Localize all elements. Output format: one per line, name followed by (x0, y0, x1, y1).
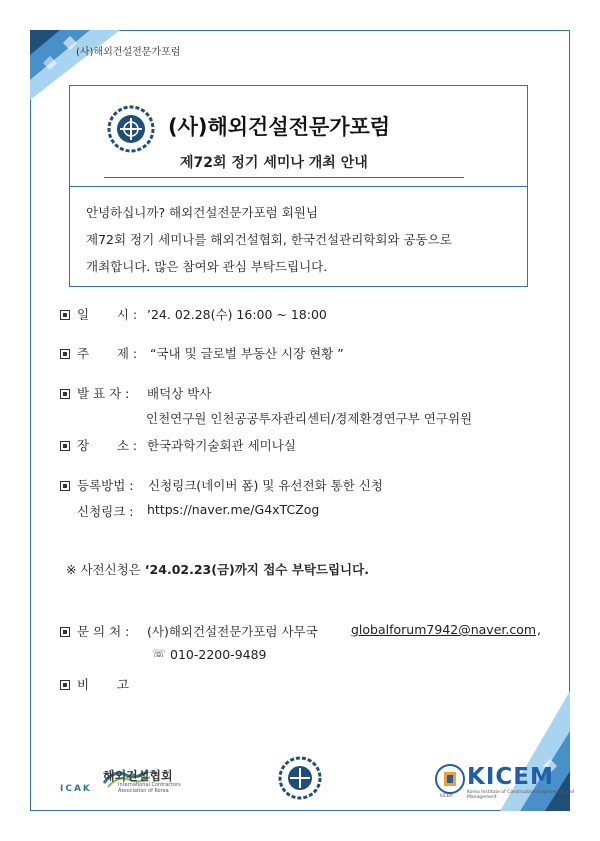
topic-label: 주 제 : (77, 346, 138, 361)
notice-prefix: ※ 사전신청은 (66, 562, 145, 577)
bullet-square-icon (60, 481, 70, 491)
intro-line: 개최합니다. 많은 참여와 관심 부탁드립니다. (86, 259, 328, 274)
date-value: ’24. 02.28(수) 16:00 ~ 18:00 (147, 307, 327, 322)
registration-label: 등록방법 : (77, 478, 134, 493)
contact-email-link[interactable]: globalforum7942@naver.com (351, 622, 537, 637)
bullet-square-icon (60, 441, 70, 451)
bullet-square-icon (60, 680, 70, 690)
registration-link[interactable]: https://naver.me/G4xTCZog (147, 502, 320, 517)
title-divider (104, 177, 464, 178)
contact-label: 문 의 처 : (77, 624, 130, 639)
icak-abbr: ICAK (60, 784, 92, 794)
remarks-label: 비 고 (77, 677, 129, 692)
forum-logo-footer (275, 756, 325, 801)
registration-value: 신청링크(네이버 폼) 및 유선전화 통한 신청 (148, 478, 383, 493)
bullet-square-icon (60, 627, 70, 637)
intro-line: 제72회 정기 세미나를 해외건설협회, 한국건설관리학회와 공동으로 (86, 232, 452, 247)
speaker-affiliation: 인천연구원 인천공공투자관리센터/경제환경연구부 연구위원 (146, 411, 473, 426)
kicem-small-label: KICEM (440, 793, 453, 798)
notice-suffix: 까지 접수 부탁드립니다. (234, 562, 369, 577)
forum-logo (106, 104, 156, 154)
kicem-subtitle: Korea Institute of Construction Engineering and Management (467, 790, 575, 800)
kicem-name: KICEM (467, 764, 554, 790)
deadline-notice (66, 560, 369, 578)
venue-label: 장 소 : (77, 438, 138, 453)
speaker-label: 발 표 자 : (77, 386, 130, 401)
icak-subtitle: International Contractors Association of Korea (118, 782, 181, 794)
contact-email-comma: , (537, 622, 541, 637)
notice-date: ‘24.02.23(금) (144, 562, 235, 577)
bullet-square-icon (60, 310, 70, 320)
bullet-square-icon (60, 389, 70, 399)
page-title: (사)해외건설전문가포럼 (168, 115, 391, 139)
bullet-square-icon (60, 349, 70, 359)
kicem-logo-icon (434, 763, 466, 795)
page-subtitle: 제72회 정기 세미나 개최 안내 (180, 155, 368, 171)
header-org-name: (사)해외건설전문가포럼 (76, 47, 181, 58)
contact-phone: 010-2200-9489 (170, 647, 267, 662)
phone-icon: ☏ (152, 647, 166, 660)
speaker-name: 배덕상 박사 (147, 386, 212, 401)
contact-org: (사)해외건설전문가포럼 사무국 (147, 624, 318, 639)
intro-line: 안녕하십니까? 해외건설전문가포럼 회원님 (86, 205, 318, 220)
icak-name: 해외건설협회 (103, 769, 173, 783)
topic-value: “국내 및 글로벌 부동산 시장 현황 ” (150, 346, 344, 361)
venue-value: 한국과학기술회관 세미나실 (147, 438, 296, 453)
date-label: 일 시 : (77, 307, 138, 322)
link-label: 신청링크 : (77, 504, 134, 519)
